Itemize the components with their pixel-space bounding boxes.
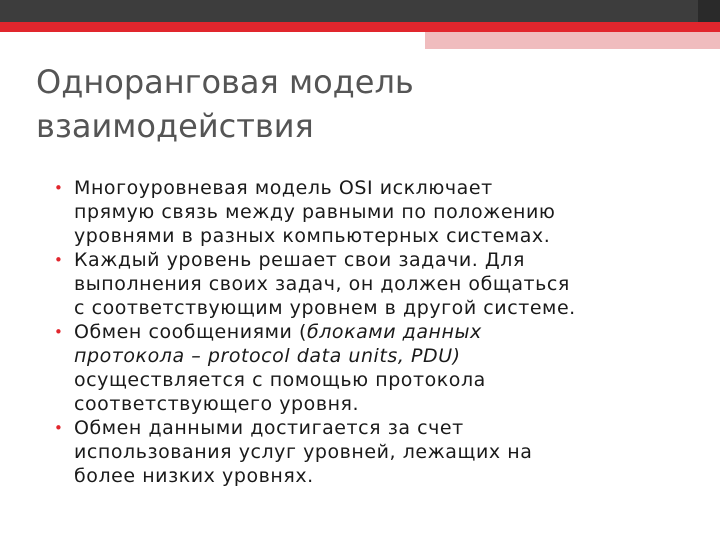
bullet-dot-icon: • — [54, 419, 64, 437]
slide-title — [36, 60, 676, 148]
bullet-item-1 — [54, 176, 694, 248]
bullet-3-line-2: протокола – protocol data units, PDU) — [74, 345, 461, 367]
bullet-3-line-3: осуществляется с помощью протокола — [74, 369, 486, 391]
bullet-3-line-1-normal: Обмен сообщениями ( — [74, 321, 307, 343]
bullet-2-line-1: Каждый уровень решает свои задачи. Для — [74, 249, 525, 271]
bullet-item-3 — [54, 320, 694, 416]
bullet-1-line-1: Многоуровневая модель OSI исключает — [74, 177, 493, 199]
bullet-dot-icon: • — [54, 179, 64, 197]
bullet-3-line-1 — [74, 320, 694, 344]
header-pink-band — [425, 32, 720, 49]
bullet-1-line-2: прямую связь между равными по положению — [74, 201, 556, 223]
bullet-2-line-3: с соответствующим уровнем в другой системе. — [74, 297, 576, 319]
header-dark-band-end — [698, 0, 720, 22]
bullet-dot-icon: • — [54, 323, 64, 341]
bullet-dot-icon: • — [54, 251, 64, 269]
bullet-3-line-1-italic: блоками данных — [306, 321, 482, 343]
slide-title-line-1: Одноранговая модель — [36, 63, 414, 101]
bullet-4-line-3: более низких уровнях. — [74, 465, 314, 487]
bullet-3-line-4: соответствующего уровня. — [74, 393, 360, 415]
bullet-1-line-3: уровнями в разных компьютерных системах. — [74, 225, 551, 247]
bullet-item-4 — [54, 416, 694, 488]
bullet-item-2 — [54, 248, 694, 320]
header-red-band — [0, 22, 720, 32]
bullet-list — [54, 176, 694, 488]
bullet-2-line-2: выполнения своих задач, он должен общаться — [74, 273, 570, 295]
bullet-4-line-1: Обмен данными достигается за счет — [74, 417, 464, 439]
bullet-4-line-2: использования услуг уровней, лежащих на — [74, 441, 533, 463]
slide-title-line-2: взаимодействия — [36, 107, 314, 145]
header-dark-band — [0, 0, 698, 22]
